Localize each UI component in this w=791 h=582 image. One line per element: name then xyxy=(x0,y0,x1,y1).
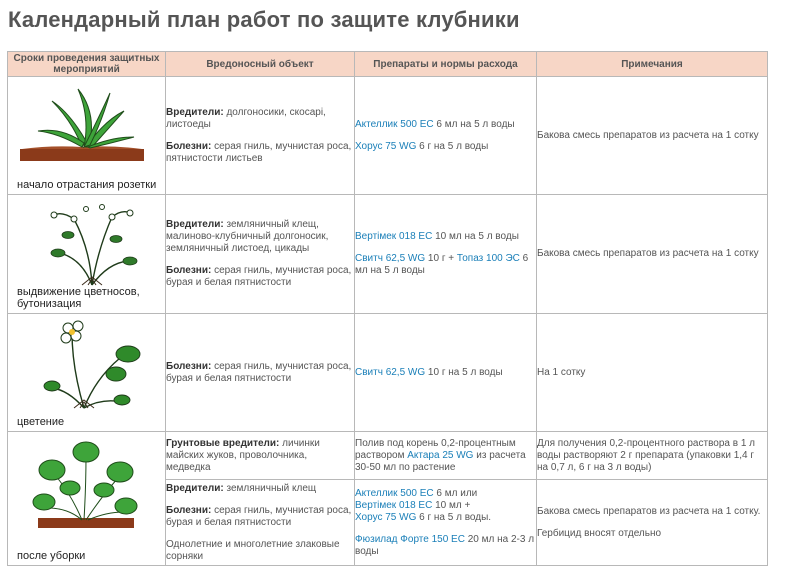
products-cell xyxy=(355,432,537,480)
soil-pests-text: личинки майских жуков, проволочника, медведка xyxy=(166,437,320,473)
product-link[interactable]: Топаз 100 ЭС xyxy=(456,253,520,264)
stage-label: цветение xyxy=(17,416,65,428)
budding-plant-icon xyxy=(12,199,152,291)
product-rate: 6 мл на 5 л воды xyxy=(433,118,515,130)
diseases-text: серая гниль, мучнистая роса, бурая и белая пятнистости xyxy=(166,360,352,384)
pests-label: Вредители: xyxy=(166,482,224,494)
weeds-text: Однолетние и многолетние злаковые сорняки xyxy=(166,538,340,562)
product-rate: 10 г на 5 л воды xyxy=(425,366,503,378)
pests-label: Вредители: xyxy=(166,219,224,230)
product-rate: 6 г на 5 л воды xyxy=(416,140,489,152)
rosette-plant-icon xyxy=(12,81,152,171)
products-cell xyxy=(355,195,537,314)
product-link[interactable]: Свитч 62,5 WG xyxy=(355,366,426,378)
note-cell: Бакова смесь препаратов из расчета на 1 сотку xyxy=(537,195,768,314)
soil-pests-label: Грунтовые вредители: xyxy=(166,437,280,449)
products-cell xyxy=(355,314,537,432)
header-timing: Сроки проведения защитных мероприятий xyxy=(8,52,166,77)
table-row xyxy=(8,77,768,195)
page-title: Календарный план работ по защите клубники xyxy=(8,7,520,32)
diseases-text: серая гниль, мучнистая роса, пятнистости листьев xyxy=(166,140,352,164)
table-header-row xyxy=(8,52,768,77)
product-rate: 10 мл + xyxy=(432,499,471,511)
diseases-label: Болезни: xyxy=(166,504,212,516)
diseases-label: Болезни: xyxy=(166,265,212,276)
diseases-label: Болезни: xyxy=(166,140,212,152)
diseases-label: Болезни: xyxy=(166,360,212,372)
note-cell: Для получения 0,2-процентного раствора в 1 л воды растворяют 2 г препарата (упаковки 1,4 г на 0,7 л, 6 г на 3 л воды) xyxy=(537,432,768,480)
note-cell: Бакова смесь препаратов из расчета на 1 сотку xyxy=(537,77,768,195)
products-cell xyxy=(355,480,537,566)
pests-text: долгоносики, скосарі, листоеды xyxy=(166,106,326,130)
product-rate: 10 мл на 5 л воды xyxy=(432,231,519,242)
note-cell xyxy=(537,480,768,566)
stage-label: начало отрастания розетки xyxy=(17,179,157,191)
note-text: Бакова смесь препаратов из расчета на 1 сотку. xyxy=(537,505,761,517)
post-harvest-plant-icon xyxy=(12,436,152,540)
product-link[interactable]: Свитч 62,5 WG xyxy=(355,253,426,264)
stage-label: после уборки xyxy=(17,550,86,562)
target-cell xyxy=(166,195,355,314)
stage-cell xyxy=(8,195,166,314)
flowering-plant-icon xyxy=(12,318,152,414)
product-link[interactable]: Актеллик 500 ЕС xyxy=(355,487,434,499)
pests-label: Вредители: xyxy=(166,106,224,118)
pests-text: земляничный клещ, малиново-клубничный долгоносик, земляничный листоед, цикады xyxy=(166,219,329,254)
product-link[interactable]: Хорус 75 WG xyxy=(355,140,417,152)
product-link[interactable]: Актара 25 WG xyxy=(407,449,474,461)
pests-text: земляничный клещ xyxy=(223,482,317,494)
target-cell xyxy=(166,77,355,195)
header-products: Препараты и нормы расхода xyxy=(355,52,537,77)
product-rate: Полив под корень 0,2-процентным раствором xyxy=(355,437,516,461)
stage-cell xyxy=(8,432,166,566)
target-cell xyxy=(166,314,355,432)
protection-plan-table xyxy=(7,51,768,566)
diseases-text: серая гниль, мучнистая роса, бурая и белая пятнистости xyxy=(166,504,352,528)
note-cell: На 1 сотку xyxy=(537,314,768,432)
product-rate: 20 мл на 2-3 л воды xyxy=(355,533,535,557)
product-link[interactable]: Актеллик 500 ЕС xyxy=(355,118,434,130)
table-row xyxy=(8,314,768,432)
product-link[interactable]: Вертімек 018 ЕС xyxy=(355,231,433,242)
note-text: Гербицид вносят отдельно xyxy=(537,527,662,539)
stage-label: выдвижение цветносов, бутонизация xyxy=(16,286,165,310)
product-link[interactable]: Хорус 75 WG xyxy=(355,511,417,523)
products-cell xyxy=(355,77,537,195)
stage-cell xyxy=(8,314,166,432)
header-target: Вредоносный объект xyxy=(166,52,355,77)
stage-cell xyxy=(8,77,166,195)
product-rate: 6 мл или xyxy=(433,487,478,499)
header-notes: Примечания xyxy=(537,52,768,77)
product-link[interactable]: Фюзилад Форте 150 ЕС xyxy=(355,533,465,545)
table-row xyxy=(8,195,768,314)
product-rate: 10 г + xyxy=(425,253,457,264)
target-cell xyxy=(166,480,355,566)
product-rate: из расчета 30-50 мл по растение xyxy=(355,449,526,473)
product-rate: 6 г на 5 л воды. xyxy=(416,511,492,523)
product-rate: 6 мл на 5 л воды xyxy=(355,253,529,276)
product-link[interactable]: Вертімек 018 ЕС xyxy=(355,499,433,511)
diseases-text: серая гниль, мучнистая роса, бурая и белая пятнистости xyxy=(166,265,352,288)
table-row xyxy=(8,432,768,480)
target-cell xyxy=(166,432,355,480)
